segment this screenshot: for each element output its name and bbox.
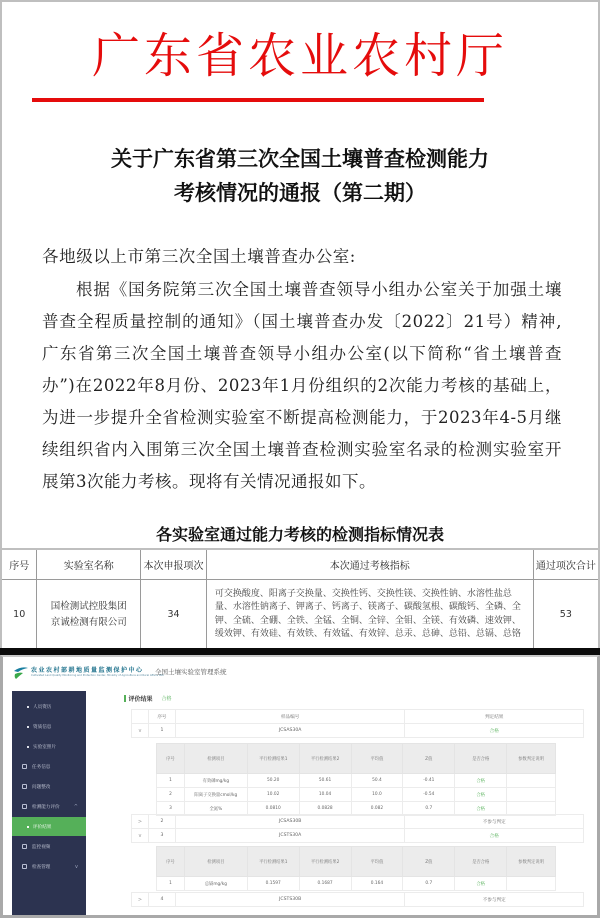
cell-r1: 10.02	[247, 788, 299, 802]
sidebar-item-label: 检测能力评价	[32, 804, 60, 810]
results-header-row	[132, 710, 584, 724]
sub-header-note: 参数判定说明	[507, 847, 556, 877]
cell-result: 不参与判定	[405, 893, 584, 907]
table-row	[157, 877, 556, 891]
col-header-seq: 序号	[148, 710, 175, 724]
sub-header-r2: 平行检测结果2	[299, 847, 351, 877]
cell-avg: 0.164	[351, 877, 403, 891]
table-row	[132, 815, 584, 829]
results-table-end	[131, 892, 584, 907]
sub-header-item: 检测项目	[184, 744, 247, 774]
clipboard-icon	[22, 764, 27, 769]
sidebar-item-lab-photos[interactable]	[12, 737, 86, 756]
sub-header-seq: 序号	[157, 847, 185, 877]
chevron-right-icon[interactable]: >	[132, 815, 149, 829]
cell-result: 合格	[405, 724, 584, 738]
cell-seq: 2	[148, 815, 175, 829]
table-header-row	[1, 549, 599, 579]
sidebar-item-label: 资质信息	[33, 724, 52, 730]
cell-r2: 50.61	[299, 774, 351, 788]
sub-header-r1: 平行检测结果1	[247, 847, 299, 877]
sub-header-seq: 序号	[157, 744, 185, 774]
detail-table	[156, 846, 556, 891]
sub-header-pass: 是否合格	[455, 847, 507, 877]
cell-seq: 4	[148, 893, 175, 907]
col-header-seq: 序号	[1, 549, 37, 579]
logo-icon	[13, 666, 29, 680]
cell-item: 有效磷mg/kg	[184, 774, 247, 788]
cell-avg: 0.082	[351, 802, 403, 816]
cell-sample-id: JCSTS30B	[175, 893, 405, 907]
agency-header: 广东省农业农村厅	[91, 28, 508, 84]
results-table	[131, 709, 584, 738]
col-header-sample: 样品编号	[175, 710, 405, 724]
sub-header-z: Z值	[403, 744, 455, 774]
col-header-lab: 实验室名称	[37, 549, 141, 579]
cell-pass: 合格	[455, 788, 507, 802]
detail-header-row	[157, 847, 556, 877]
cell-declared: 34	[141, 579, 207, 651]
table-row	[1, 579, 599, 651]
table-row	[132, 829, 584, 843]
main-content	[121, 657, 591, 915]
col-header-declared: 本次申报项次	[141, 549, 207, 579]
cell-sample-id: JCSTS30A	[175, 829, 405, 843]
table-row	[157, 774, 556, 788]
cell-r1: 50.20	[247, 774, 299, 788]
document-title	[2, 142, 598, 210]
cell-sample-id: JCSAS30B	[175, 815, 405, 829]
sidebar-item-issue-rectification[interactable]	[12, 777, 86, 796]
salutation: 各地级以上市第三次全国土壤普查办公室:	[42, 247, 356, 266]
section-header	[124, 694, 172, 702]
cell-r1: 0.0810	[247, 802, 299, 816]
cell-avg: 50.4	[351, 774, 403, 788]
sub-header-item: 检测项目	[184, 847, 247, 877]
inspection-icon	[22, 864, 27, 869]
cell-result: 合格	[405, 829, 584, 843]
col-header-result: 判定结果	[405, 710, 584, 724]
cell-note	[507, 877, 556, 891]
table-caption: 各实验室通过能力考核的检测指标情况表	[155, 525, 444, 544]
sub-header-z: Z值	[403, 847, 455, 877]
cell-result: 不参与判定	[405, 815, 584, 829]
sidebar-item-label: 实验室照片	[33, 744, 56, 750]
sub-header-avg: 平均值	[351, 744, 403, 774]
cell-z: 0.7	[403, 802, 455, 816]
cell-passed-total: 53	[533, 579, 599, 651]
sidebar-item-label: 评价结果	[33, 824, 52, 830]
cell-r2: 0.1687	[299, 877, 351, 891]
sidebar-item-evaluation-results[interactable]	[12, 817, 86, 836]
red-header-rule	[32, 98, 484, 102]
cell-indicators: 可交换酸度、阳离子交换量、交换性钙、交换性镁、交换性钠、水溶性盐总量、水溶性钠离子、钾离子、钙离子、镁离子、碳酸氢根、碳酸钙、全磷、全钾、全硫、全硼、全铁、全锰、全铜、全锌、全钼、全镁、有效磷、速效钾、缓效钾、有效硅、有效铁、有效锰、有效锌、总汞、总砷、总铅、总镉、总铬	[206, 579, 533, 651]
sub-header-r2: 平行检测结果2	[299, 744, 351, 774]
cell-note	[507, 774, 556, 788]
sidebar-item-inspection-management[interactable]	[12, 857, 86, 876]
cell-pass: 合格	[455, 877, 507, 891]
cell-item: 全氮%	[184, 802, 247, 816]
cell-seq: 3	[148, 829, 175, 843]
sub-header-pass: 是否合格	[455, 744, 507, 774]
checklist-icon	[22, 784, 27, 789]
section-accent-bar	[124, 695, 126, 702]
cell-sample-id: JCSAS30A	[175, 724, 405, 738]
chevron-down-icon[interactable]: v	[132, 724, 149, 738]
bullet-icon	[27, 826, 29, 828]
cell-seq: 3	[157, 802, 185, 816]
logo-text: 农业农村部耕地质量监测保护中心	[31, 667, 144, 674]
sub-header-r1: 平行检测结果1	[247, 744, 299, 774]
body-paragraph: 根据《国务院第三次全国土壤普查领导小组办公室关于加强土壤普查全程质量控制的通知》（国土壤普查办发〔2022〕21号）精神,广东省第三次全国土壤普查领导小组办公室(以下简称“省土壤普查办”)在2022年8月份、2023年1月份组织的2次能力考核的基础上，为进一步提升全省检测实验室不断提高检测能力，于2023年4-5月继续组织省内入围第三次全国土壤普查检测实验室名录的检测实验室开展第3次能力考核。现将有关情况通报如下。	[42, 280, 562, 491]
bullet-icon	[27, 706, 29, 708]
chevron-up-icon: ^	[73, 803, 78, 810]
table-row	[132, 893, 584, 907]
detail-panel-3	[156, 846, 556, 891]
cell-note	[507, 788, 556, 802]
cell-r2: 0.0828	[299, 802, 351, 816]
bullet-icon	[27, 726, 29, 728]
results-table-continued	[131, 814, 584, 843]
detail-header-row	[157, 744, 556, 774]
image-separator	[0, 648, 600, 655]
cell-item: 阳离子交换量cmol/kg	[184, 788, 247, 802]
cell-z: 0.7	[403, 877, 455, 891]
bullet-icon	[27, 746, 29, 748]
detail-panel-1	[156, 743, 556, 816]
col-header-indicators: 本次通过考核指标	[206, 549, 533, 579]
cell-avg: 10.0	[351, 788, 403, 802]
cell-item: 总镉mg/kg	[184, 877, 247, 891]
cell-seq: 1	[148, 724, 175, 738]
cell-pass: 合格	[455, 802, 507, 816]
table-row	[157, 788, 556, 802]
chevron-down-icon[interactable]: v	[132, 829, 149, 843]
logo-subtext: Cultivated Land Quality Monitoring and Protection Center, Ministry of Agriculture and Rural Affairs PRC	[31, 674, 165, 677]
cell-seq: 10	[1, 579, 37, 651]
sidebar-item-label: 监控视频	[32, 844, 51, 850]
sub-header-note: 参数判定说明	[507, 744, 556, 774]
sidebar-item-qualification-info[interactable]	[12, 717, 86, 736]
chevron-down-icon: v	[75, 863, 78, 870]
system-title: 全国土壤实验室管理系统	[155, 668, 227, 676]
sidebar-item-label: 问题整改	[32, 784, 51, 790]
cell-seq: 1	[157, 877, 185, 891]
cell-lab-name: 国检测试控股集团京诚检测有限公司	[37, 579, 141, 651]
lab-management-app	[0, 655, 600, 918]
detail-table	[156, 743, 556, 816]
cell-r1: 0.1597	[247, 877, 299, 891]
sidebar-item-label: 任务信息	[32, 764, 51, 770]
sidebar-item-capability-evaluation[interactable]	[12, 797, 86, 816]
cell-z: -0.54	[403, 788, 455, 802]
cell-seq: 2	[157, 788, 185, 802]
sidebar	[12, 691, 86, 915]
sidebar-item-staff-qualifications[interactable]	[12, 697, 86, 716]
cell-seq: 1	[157, 774, 185, 788]
cell-pass: 合格	[455, 774, 507, 788]
chevron-right-icon[interactable]: >	[132, 893, 149, 907]
sidebar-item-label: 检查管理	[32, 864, 51, 870]
sub-header-avg: 平均值	[351, 847, 403, 877]
table-row	[132, 724, 584, 738]
title-line-2: 考核情况的通报（第二期）	[174, 180, 426, 205]
overall-status: 合格	[161, 695, 172, 702]
lab-results-table	[0, 548, 600, 652]
col-header-total: 通过项次合计	[533, 549, 599, 579]
sidebar-item-monitoring-video[interactable]	[12, 837, 86, 856]
expand-col-header	[132, 710, 149, 724]
sidebar-item-task-info[interactable]	[12, 757, 86, 776]
video-icon	[22, 844, 27, 849]
cell-r2: 10.04	[299, 788, 351, 802]
cell-z: -0.41	[403, 774, 455, 788]
section-title: 评价结果	[128, 695, 153, 703]
evaluation-icon	[22, 804, 27, 809]
title-line-1: 关于广东省第三次全国土壤普查检测能力	[111, 146, 489, 171]
sidebar-item-label: 人员资历	[33, 704, 52, 710]
